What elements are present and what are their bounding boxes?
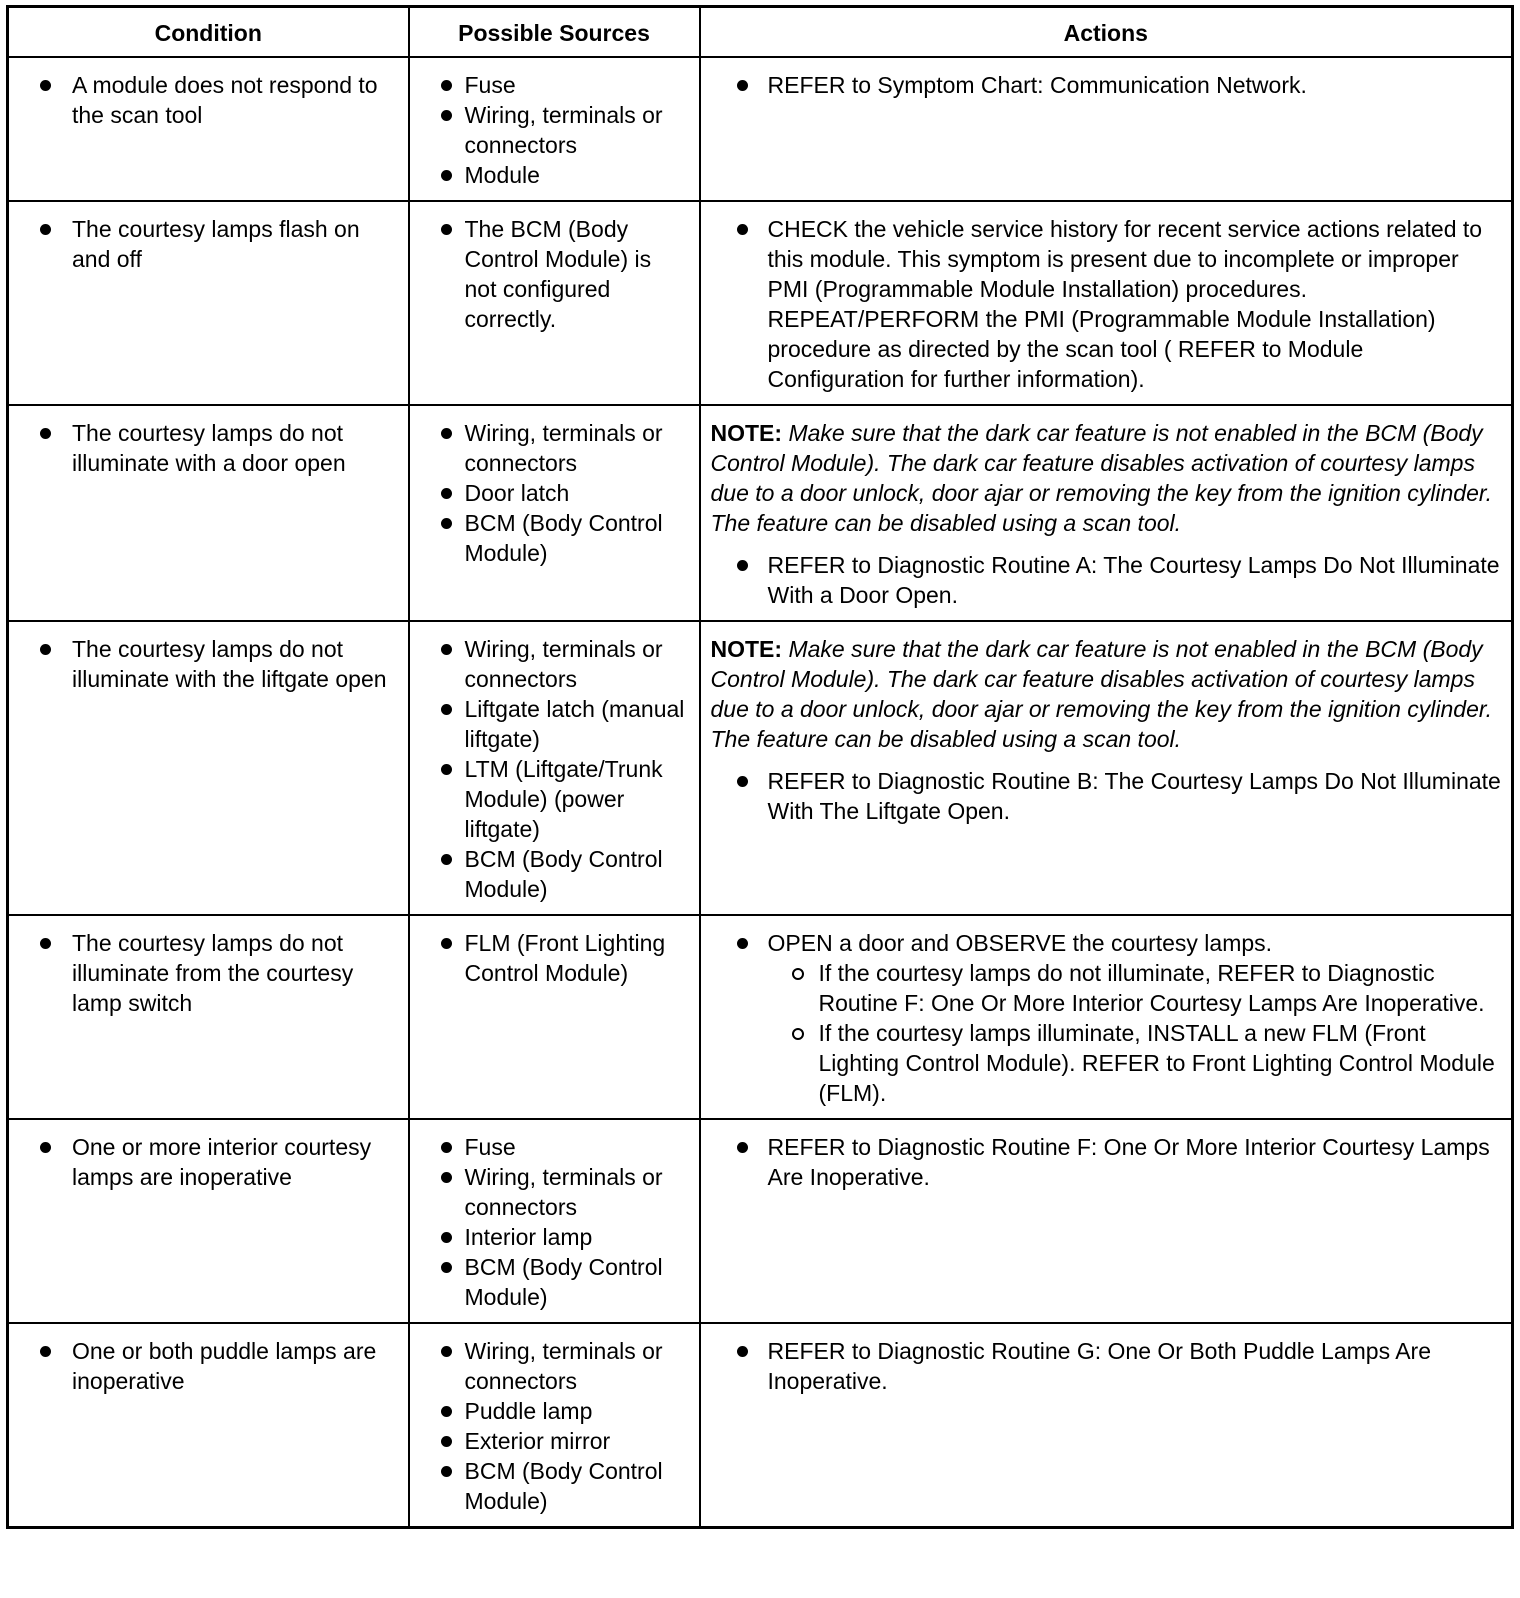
condition-text: One or both puddle lamps are inoperative: [19, 1336, 398, 1396]
condition-text: A module does not respond to the scan tool: [19, 70, 398, 130]
header-row: [8, 7, 1513, 58]
table-row: [8, 621, 1513, 915]
actions-cell: [700, 915, 1513, 1119]
action-item: REFER to Diagnostic Routine F: One Or More Interior Courtesy Lamps Are Inoperative.: [711, 1132, 1502, 1192]
source-item: BCM (Body Control Module): [420, 508, 689, 568]
condition-cell: [8, 201, 409, 405]
sub-action-item: If the courtesy lamps do not illuminate, REFER to Diagnostic Routine F: One Or More Interior Courtesy Lamps Are Inoperative.: [768, 958, 1502, 1018]
source-item: Wiring, terminals or connectors: [420, 1336, 689, 1396]
source-item: BCM (Body Control Module): [420, 1252, 689, 1312]
actions-cell: [700, 1323, 1513, 1528]
action-text: OPEN a door and OBSERVE the courtesy lamps.: [767, 930, 1273, 956]
action-item: REFER to Diagnostic Routine A: The Courtesy Lamps Do Not Illuminate With a Door Open.: [711, 550, 1502, 610]
source-item: Fuse: [420, 70, 689, 100]
note-text: Make sure that the dark car feature is not enabled in the BCM (Body Control Module). The dark car feature disables activation of courtesy lamps due to a door unlock, door ajar or removing the key from the ignition cylinder. The feature can be disabled using a scan tool.: [710, 420, 1493, 536]
table-row: [8, 1119, 1513, 1323]
note: [711, 634, 1502, 754]
header-possible-sources: Possible Sources: [409, 7, 700, 58]
sub-action-item: If the courtesy lamps illuminate, INSTALL a new FLM (Front Lighting Control Module). REFER to Front Lighting Control Module (FLM).: [768, 1018, 1502, 1108]
sources-cell: [409, 915, 700, 1119]
source-item: Wiring, terminals or connectors: [420, 100, 689, 160]
actions-cell: [700, 405, 1513, 621]
sources-cell: [409, 621, 700, 915]
sources-cell: [409, 405, 700, 621]
condition-cell: [8, 621, 409, 915]
table-row: [8, 405, 1513, 621]
source-item: Wiring, terminals or connectors: [420, 634, 689, 694]
source-item: The BCM (Body Control Module) is not configured correctly.: [420, 214, 689, 334]
note-label: NOTE:: [710, 420, 783, 446]
condition-cell: [8, 1323, 409, 1528]
sources-cell: [409, 1119, 700, 1323]
table-row: [8, 201, 1513, 405]
condition-cell: [8, 57, 409, 201]
table-row: [8, 57, 1513, 201]
header-condition: Condition: [8, 7, 409, 58]
table-row: [8, 1323, 1513, 1528]
source-item: Exterior mirror: [420, 1426, 689, 1456]
condition-cell: [8, 915, 409, 1119]
source-item: Wiring, terminals or connectors: [420, 418, 689, 478]
source-item: Puddle lamp: [420, 1396, 689, 1426]
diagnostic-table: [6, 5, 1514, 1529]
condition-text: The courtesy lamps do not illuminate with the liftgate open: [19, 634, 398, 694]
source-item: Liftgate latch (manual liftgate): [420, 694, 689, 754]
condition-cell: [8, 405, 409, 621]
source-item: Door latch: [420, 478, 689, 508]
source-item: FLM (Front Lighting Control Module): [420, 928, 689, 988]
note-text: Make sure that the dark car feature is not enabled in the BCM (Body Control Module). The dark car feature disables activation of courtesy lamps due to a door unlock, door ajar or removing the key from the ignition cylinder. The feature can be disabled using a scan tool.: [710, 636, 1493, 752]
sources-cell: [409, 57, 700, 201]
table-row: [8, 915, 1513, 1119]
action-item: CHECK the vehicle service history for recent service actions related to this module. This symptom is present due to incomplete or improper PMI (Programmable Module Installation) procedures. REPEAT/PERFORM the PMI (Programmable Module Installation) procedure as directed by the scan tool ( REFER to Module Configuration for further information).: [711, 214, 1502, 394]
condition-cell: [8, 1119, 409, 1323]
actions-cell: [700, 201, 1513, 405]
source-item: Wiring, terminals or connectors: [420, 1162, 689, 1222]
source-item: LTM (Liftgate/Trunk Module) (power liftgate): [420, 754, 689, 844]
source-item: Module: [420, 160, 689, 190]
action-item: [711, 928, 1502, 1108]
source-item: Fuse: [420, 1132, 689, 1162]
actions-cell: [700, 621, 1513, 915]
note-label: NOTE:: [710, 636, 783, 662]
source-item: BCM (Body Control Module): [420, 1456, 689, 1516]
header-actions: Actions: [700, 7, 1513, 58]
source-item: Interior lamp: [420, 1222, 689, 1252]
action-item: REFER to Diagnostic Routine G: One Or Both Puddle Lamps Are Inoperative.: [711, 1336, 1502, 1396]
condition-text: The courtesy lamps do not illuminate from the courtesy lamp switch: [19, 928, 398, 1018]
note: [711, 418, 1502, 538]
condition-text: The courtesy lamps do not illuminate with a door open: [19, 418, 398, 478]
action-item: REFER to Symptom Chart: Communication Network.: [711, 70, 1502, 100]
source-item: BCM (Body Control Module): [420, 844, 689, 904]
actions-cell: [700, 57, 1513, 201]
sources-cell: [409, 1323, 700, 1528]
condition-text: One or more interior courtesy lamps are inoperative: [19, 1132, 398, 1192]
actions-cell: [700, 1119, 1513, 1323]
action-item: REFER to Diagnostic Routine B: The Courtesy Lamps Do Not Illuminate With The Liftgate Open.: [711, 766, 1502, 826]
condition-text: The courtesy lamps flash on and off: [19, 214, 398, 274]
sources-cell: [409, 201, 700, 405]
